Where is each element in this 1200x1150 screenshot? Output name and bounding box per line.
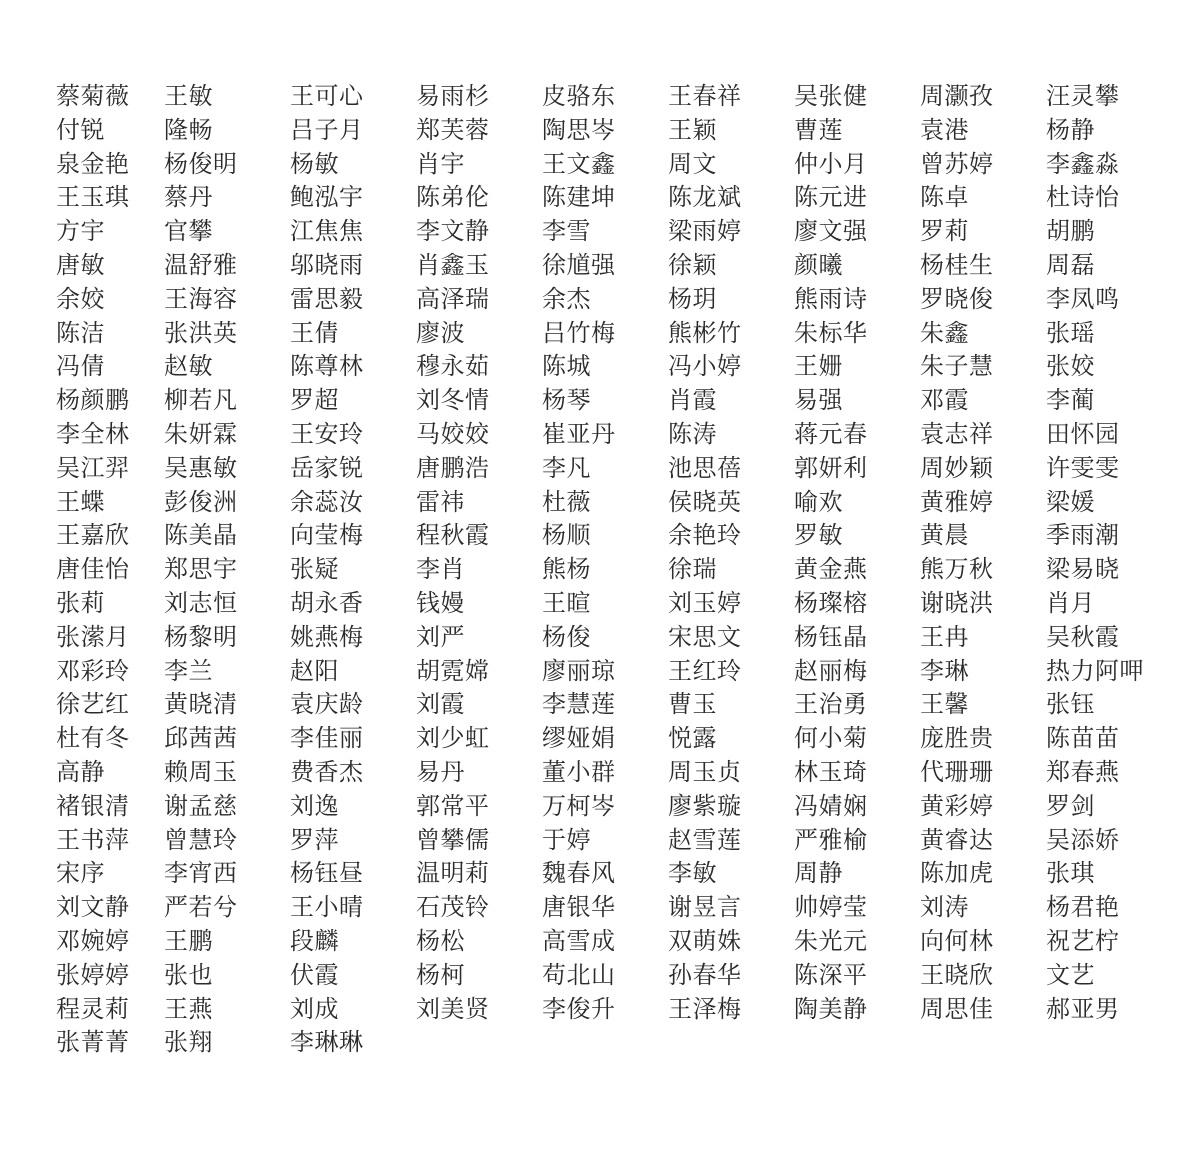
name-entry: 邓霞 (920, 386, 969, 415)
name-entry: 赵阳 (290, 656, 339, 685)
name-entry: 岳家锐 (290, 453, 364, 482)
name-entry: 雷祎 (416, 487, 465, 516)
name-entry: 邓婉婷 (56, 926, 130, 955)
name-entry: 熊彬竹 (668, 318, 742, 347)
name-entry: 杨钰晶 (794, 622, 868, 651)
name-row (56, 688, 1186, 722)
name-entry: 朱光元 (794, 926, 868, 955)
name-entry: 陈元进 (794, 183, 868, 212)
name-entry: 黄雅婷 (920, 487, 994, 516)
name-entry: 邬晓雨 (290, 250, 364, 279)
name-entry: 张菁菁 (56, 1028, 130, 1057)
name-entry: 何小菊 (794, 724, 868, 753)
name-row (56, 959, 1186, 993)
name-entry: 庞胜贵 (920, 724, 994, 753)
name-entry: 黄晨 (920, 521, 969, 550)
name-entry: 季雨潮 (1046, 521, 1120, 550)
name-entry: 杨桂生 (920, 250, 994, 279)
name-entry: 王冉 (920, 622, 969, 651)
name-entry: 罗超 (290, 386, 339, 415)
name-entry: 杨顺 (542, 521, 591, 550)
name-entry: 杨玥 (668, 284, 717, 313)
name-entry: 姚燕梅 (290, 622, 364, 651)
name-entry: 李慧莲 (542, 690, 616, 719)
name-entry: 梁媛 (1046, 487, 1095, 516)
name-entry: 曾慧玲 (164, 825, 238, 854)
name-entry: 曾攀儒 (416, 825, 490, 854)
name-entry: 王姗 (794, 352, 843, 381)
name-entry: 陈尊林 (290, 352, 364, 381)
name-entry: 张潆月 (56, 622, 130, 651)
name-entry: 喻欢 (794, 487, 843, 516)
name-entry: 张翔 (164, 1028, 213, 1057)
name-row (56, 114, 1186, 148)
name-entry: 徐艺红 (56, 690, 130, 719)
name-entry: 杜薇 (542, 487, 591, 516)
name-entry: 朱子慧 (920, 352, 994, 381)
name-entry: 肖月 (1046, 588, 1095, 617)
name-entry: 曹莲 (794, 115, 843, 144)
name-entry: 吕子月 (290, 115, 364, 144)
name-entry: 陈深平 (794, 960, 868, 989)
name-entry: 刘冬情 (416, 386, 490, 415)
name-entry: 邱茜茜 (164, 724, 238, 753)
name-entry: 杨静 (1046, 115, 1095, 144)
name-entry: 熊杨 (542, 555, 591, 584)
name-row (56, 384, 1186, 418)
name-entry: 易强 (794, 386, 843, 415)
name-entry: 向何林 (920, 926, 994, 955)
name-entry: 周静 (794, 859, 843, 888)
name-row (56, 756, 1186, 790)
name-entry: 泉金艳 (56, 149, 130, 178)
name-entry: 张琪 (1046, 859, 1095, 888)
name-entry: 王书萍 (56, 825, 130, 854)
name-entry: 崔亚丹 (542, 419, 616, 448)
name-entry: 陈洁 (56, 318, 105, 347)
name-entry: 余姣 (56, 284, 105, 313)
name-entry: 杜有冬 (56, 724, 130, 753)
name-entry: 李俊升 (542, 994, 616, 1023)
name-entry: 李佳丽 (290, 724, 364, 753)
name-entry: 林玉琦 (794, 757, 868, 786)
name-row (56, 519, 1186, 553)
name-row (56, 553, 1186, 587)
name-entry: 梁易晓 (1046, 555, 1120, 584)
name-entry: 王小晴 (290, 893, 364, 922)
name-entry: 董小群 (542, 757, 616, 786)
name-entry: 侯晓英 (668, 487, 742, 516)
name-entry: 王晓欣 (920, 960, 994, 989)
name-entry: 付锐 (56, 115, 105, 144)
name-entry: 梁雨婷 (668, 217, 742, 246)
name-entry: 陈卓 (920, 183, 969, 212)
name-entry: 郭妍利 (794, 453, 868, 482)
name-entry: 宋序 (56, 859, 105, 888)
name-entry: 朱标华 (794, 318, 868, 347)
name-entry: 周磊 (1046, 250, 1095, 279)
name-entry: 杨柯 (416, 960, 465, 989)
name-entry: 廖丽琼 (542, 656, 616, 685)
name-row (56, 655, 1186, 689)
name-entry: 熊雨诗 (794, 284, 868, 313)
name-entry: 李雪 (542, 217, 591, 246)
name-entry: 谢晓洪 (920, 588, 994, 617)
name-entry: 易丹 (416, 757, 465, 786)
name-row (56, 925, 1186, 959)
name-entry: 田怀园 (1046, 419, 1120, 448)
name-entry: 张洪英 (164, 318, 238, 347)
name-entry: 冯小婷 (668, 352, 742, 381)
name-entry: 陈加虎 (920, 859, 994, 888)
name-entry: 陈建坤 (542, 183, 616, 212)
name-entry: 李凡 (542, 453, 591, 482)
name-entry: 朱鑫 (920, 318, 969, 347)
name-entry: 王玉琪 (56, 183, 130, 212)
name-entry: 冯婧娴 (794, 791, 868, 820)
name-entry: 熊万秋 (920, 555, 994, 584)
name-entry: 李敏 (668, 859, 717, 888)
name-entry: 袁庆龄 (290, 690, 364, 719)
name-entry: 黄睿达 (920, 825, 994, 854)
name-entry: 文艺 (1046, 960, 1095, 989)
name-entry: 鲍泓宇 (290, 183, 364, 212)
name-entry: 穆永茹 (416, 352, 490, 381)
name-entry: 李宵西 (164, 859, 238, 888)
name-row (56, 790, 1186, 824)
name-entry: 赵敏 (164, 352, 213, 381)
name-entry: 廖紫璇 (668, 791, 742, 820)
name-entry: 廖文强 (794, 217, 868, 246)
name-entry: 唐鹏浩 (416, 453, 490, 482)
name-entry: 胡永香 (290, 588, 364, 617)
name-entry: 宋思文 (668, 622, 742, 651)
name-entry: 吕竹梅 (542, 318, 616, 347)
name-entry: 张疑 (290, 555, 339, 584)
name-row (56, 722, 1186, 756)
name-entry: 张姣 (1046, 352, 1095, 381)
name-entry: 方宇 (56, 217, 105, 246)
name-entry: 罗莉 (920, 217, 969, 246)
name-entry: 张莉 (56, 588, 105, 617)
name-entry: 吴惠敏 (164, 453, 238, 482)
name-entry: 高雪成 (542, 926, 616, 955)
name-entry: 胡霓嫦 (416, 656, 490, 685)
name-entry: 蒋元春 (794, 419, 868, 448)
name-entry: 刘成 (290, 994, 339, 1023)
name-entry: 皮骆东 (542, 82, 616, 110)
name-entry: 唐佳怡 (56, 555, 130, 584)
name-entry: 李文静 (416, 217, 490, 246)
name-entry: 王燕 (164, 994, 213, 1023)
name-entry: 代珊珊 (920, 757, 994, 786)
name-row (56, 350, 1186, 384)
name-row (56, 181, 1186, 215)
name-entry: 罗萍 (290, 825, 339, 854)
name-entry: 王海容 (164, 284, 238, 313)
name-entry: 王可心 (290, 82, 364, 110)
name-entry: 杨颜鹏 (56, 386, 130, 415)
name-entry: 王文鑫 (542, 149, 616, 178)
name-entry: 王嘉欣 (56, 521, 130, 550)
name-entry: 帅婷莹 (794, 893, 868, 922)
name-entry: 郑思宇 (164, 555, 238, 584)
name-entry: 王馨 (920, 690, 969, 719)
name-entry: 郑芙蓉 (416, 115, 490, 144)
name-entry: 李鑫淼 (1046, 149, 1120, 178)
name-entry: 祝艺柠 (1046, 926, 1120, 955)
name-entry: 杨敏 (290, 149, 339, 178)
name-row (56, 993, 1186, 1027)
name-entry: 高泽瑞 (416, 284, 490, 313)
name-entry: 廖波 (416, 318, 465, 347)
name-row (56, 418, 1186, 452)
name-entry: 罗敏 (794, 521, 843, 550)
name-entry: 马姣姣 (416, 419, 490, 448)
name-entry: 汪灵攀 (1046, 82, 1120, 110)
name-entry: 程秋霞 (416, 521, 490, 550)
name-entry: 刘少虹 (416, 724, 490, 753)
name-entry: 李全林 (56, 419, 130, 448)
name-row (56, 891, 1186, 925)
name-entry: 袁港 (920, 115, 969, 144)
name-entry: 杜诗怡 (1046, 183, 1120, 212)
name-entry: 李蔺 (1046, 386, 1095, 415)
name-entry: 悦露 (668, 724, 717, 753)
name-entry: 郭常平 (416, 791, 490, 820)
name-entry: 杨琴 (542, 386, 591, 415)
name-entry: 李兰 (164, 656, 213, 685)
name-entry: 严若兮 (164, 893, 238, 922)
name-entry: 陈弟伦 (416, 183, 490, 212)
name-entry: 王敏 (164, 82, 213, 110)
name-entry: 李凤鸣 (1046, 284, 1120, 313)
name-entry: 费香杰 (290, 757, 364, 786)
name-row (56, 587, 1186, 621)
name-entry: 陈美晶 (164, 521, 238, 550)
name-entry: 肖霞 (668, 386, 717, 415)
name-entry: 杨俊明 (164, 149, 238, 178)
name-row (56, 486, 1186, 520)
name-entry: 向莹梅 (290, 521, 364, 550)
name-entry: 赵丽梅 (794, 656, 868, 685)
name-entry: 赖周玉 (164, 757, 238, 786)
name-entry: 褚银清 (56, 791, 130, 820)
name-entry: 石茂铃 (416, 893, 490, 922)
name-entry: 冯倩 (56, 352, 105, 381)
name-row (56, 80, 1186, 114)
name-entry: 陶思岑 (542, 115, 616, 144)
name-entry: 王治勇 (794, 690, 868, 719)
name-entry: 胡鹏 (1046, 217, 1095, 246)
name-row (56, 317, 1186, 351)
name-entry: 杨钰昼 (290, 859, 364, 888)
name-entry: 刘文静 (56, 893, 130, 922)
name-entry: 罗晓俊 (920, 284, 994, 313)
name-entry: 吴江羿 (56, 453, 130, 482)
name-entry: 刘美贤 (416, 994, 490, 1023)
name-entry: 曹玉 (668, 690, 717, 719)
name-entry: 王红玲 (668, 656, 742, 685)
name-entry: 杨君艳 (1046, 893, 1120, 922)
name-entry: 徐馗强 (542, 250, 616, 279)
name-entry: 刘玉婷 (668, 588, 742, 617)
name-entry: 严雅榆 (794, 825, 868, 854)
name-entry: 陈城 (542, 352, 591, 381)
name-entry: 杨黎明 (164, 622, 238, 651)
name-entry: 张婷婷 (56, 960, 130, 989)
name-entry: 刘霞 (416, 690, 465, 719)
name-entry: 官攀 (164, 217, 213, 246)
name-entry: 刘逸 (290, 791, 339, 820)
name-entry: 陶美静 (794, 994, 868, 1023)
name-entry: 赵雪莲 (668, 825, 742, 854)
name-entry: 苟北山 (542, 960, 616, 989)
name-entry: 刘严 (416, 622, 465, 651)
name-entry: 郝亚男 (1046, 994, 1120, 1023)
name-row (56, 215, 1186, 249)
name-entry: 周文 (668, 149, 717, 178)
name-entry: 唐敏 (56, 250, 105, 279)
name-entry: 谢孟慈 (164, 791, 238, 820)
name-entry: 双萌姝 (668, 926, 742, 955)
name-entry: 王颖 (668, 115, 717, 144)
name-entry: 陈涛 (668, 419, 717, 448)
name-entry: 徐瑞 (668, 555, 717, 584)
name-entry: 黄晓清 (164, 690, 238, 719)
name-row (56, 621, 1186, 655)
name-entry: 周思佳 (920, 994, 994, 1023)
name-entry: 蔡菊薇 (56, 82, 130, 110)
name-entry: 唐银华 (542, 893, 616, 922)
name-entry: 王蝶 (56, 487, 105, 516)
name-entry: 李琳琳 (290, 1028, 364, 1057)
name-entry: 孙春华 (668, 960, 742, 989)
name-entry: 王春祥 (668, 82, 742, 110)
name-entry: 温舒雅 (164, 250, 238, 279)
name-entry: 池思蓓 (668, 453, 742, 482)
name-entry: 雷思毅 (290, 284, 364, 313)
name-entry: 隆畅 (164, 115, 213, 144)
name-entry: 仲小月 (794, 149, 868, 178)
name-entry: 万柯岑 (542, 791, 616, 820)
name-entry: 杨璨榕 (794, 588, 868, 617)
name-entry: 伏霞 (290, 960, 339, 989)
name-entry: 刘志恒 (164, 588, 238, 617)
name-entry: 程灵莉 (56, 994, 130, 1023)
name-entry: 余蕊汝 (290, 487, 364, 516)
name-entry: 周妙颖 (920, 453, 994, 482)
name-entry: 黄彩婷 (920, 791, 994, 820)
name-entry: 朱妍霖 (164, 419, 238, 448)
name-entry: 易雨杉 (416, 82, 490, 110)
name-entry: 徐颖 (668, 250, 717, 279)
name-entry: 吴张健 (794, 82, 868, 110)
name-entry: 魏春风 (542, 859, 616, 888)
name-entry: 谢昱言 (668, 893, 742, 922)
name-entry: 王安玲 (290, 419, 364, 448)
name-entry: 郑春燕 (1046, 757, 1120, 786)
name-entry: 周玉贞 (668, 757, 742, 786)
name-entry: 肖宇 (416, 149, 465, 178)
name-entry: 高静 (56, 757, 105, 786)
name-entry: 颜曦 (794, 250, 843, 279)
name-entry: 李肖 (416, 555, 465, 584)
name-entry: 杨俊 (542, 622, 591, 651)
name-entry: 袁志祥 (920, 419, 994, 448)
name-entry: 李琳 (920, 656, 969, 685)
name-row (56, 824, 1186, 858)
name-list-grid (56, 80, 1186, 1060)
name-entry: 张瑶 (1046, 318, 1095, 347)
name-row (56, 148, 1186, 182)
name-entry: 江焦焦 (290, 217, 364, 246)
name-row (56, 283, 1186, 317)
name-entry: 吴添娇 (1046, 825, 1120, 854)
name-entry: 柳若凡 (164, 386, 238, 415)
name-entry: 曾苏婷 (920, 149, 994, 178)
name-entry: 邓彩玲 (56, 656, 130, 685)
name-row (56, 857, 1186, 891)
name-row (56, 452, 1186, 486)
name-entry: 陈苗苗 (1046, 724, 1120, 753)
name-entry: 王泽梅 (668, 994, 742, 1023)
name-entry: 吴秋霞 (1046, 622, 1120, 651)
name-entry: 张钰 (1046, 690, 1095, 719)
name-entry: 张也 (164, 960, 213, 989)
name-entry: 余杰 (542, 284, 591, 313)
name-entry: 陈龙斌 (668, 183, 742, 212)
name-entry: 王暄 (542, 588, 591, 617)
name-entry: 黄金燕 (794, 555, 868, 584)
name-entry: 许雯雯 (1046, 453, 1120, 482)
name-entry: 罗剑 (1046, 791, 1095, 820)
name-entry: 周灏孜 (920, 82, 994, 110)
name-entry: 余艳玲 (668, 521, 742, 550)
name-entry: 彭俊洲 (164, 487, 238, 516)
name-entry: 杨松 (416, 926, 465, 955)
name-entry: 刘涛 (920, 893, 969, 922)
name-row (56, 1026, 1186, 1060)
name-entry: 于婷 (542, 825, 591, 854)
name-entry: 钱嫚 (416, 588, 465, 617)
name-entry: 热力阿呷 (1046, 656, 1144, 685)
name-entry: 王鹏 (164, 926, 213, 955)
name-entry: 温明莉 (416, 859, 490, 888)
name-entry: 段麟 (290, 926, 339, 955)
name-entry: 肖鑫玉 (416, 250, 490, 279)
name-entry: 蔡丹 (164, 183, 213, 212)
name-row (56, 249, 1186, 283)
name-entry: 王倩 (290, 318, 339, 347)
name-entry: 缪娅娟 (542, 724, 616, 753)
